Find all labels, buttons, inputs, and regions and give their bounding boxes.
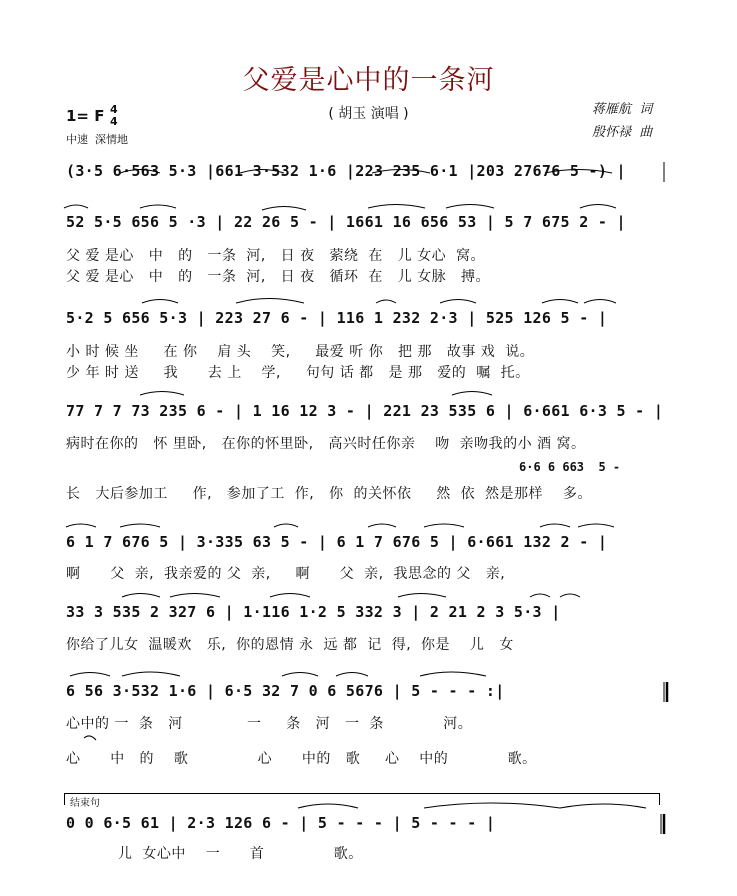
- slur: [440, 300, 476, 304]
- lyrics-line-4-verse-2: 长 大后参加工 作, 参加了工 作, 你 的关怀依 然 依 然是那样 多。: [66, 486, 592, 502]
- lyrics-line-2-verse-2: 父 爱 是心 中 的 一条 河, 日 夜 循环 在 儿 女脉 搏。: [66, 269, 491, 285]
- slur: [298, 804, 358, 808]
- slur: [140, 205, 176, 208]
- notation-line-3: 5·2 5 656 5·3 | 223 27 6 - | 116 1 232 2·3 | 525 126 5 - |: [66, 309, 608, 327]
- slur: [540, 524, 570, 527]
- slur: [122, 594, 160, 598]
- slur: [545, 170, 612, 174]
- time-signature-bottom: 4: [110, 115, 118, 128]
- slur: [584, 300, 616, 304]
- slur: [398, 594, 446, 598]
- slur: [560, 594, 580, 597]
- slur: [368, 205, 425, 209]
- notation-line-4: 77 7 7 73 235 6 - | 1 16 12 3 - | 221 23 535 6 | 6·661 6·3 5 - |: [66, 402, 664, 420]
- lyrics-line-7-verse-1: 心中的 一 条 河 一 条 河 一 条 河。: [66, 716, 473, 732]
- slur: [84, 736, 96, 740]
- lyrics-line-3-verse-2: 少 年 时 送 我 去 上 学, 句句 话 都 是 那 爱的 嘱 托。: [66, 365, 530, 381]
- key-signature: 1= F: [66, 107, 105, 125]
- slur: [368, 524, 396, 527]
- slur: [240, 170, 284, 174]
- slur: [66, 524, 96, 527]
- slur: [170, 594, 220, 598]
- lyrics-line-4-verse-1: 病时在你的 怀 里卧, 在你的怀里卧, 高兴时任你亲 吻 亲吻我的小 酒 窝。: [66, 436, 586, 452]
- tempo-marking: 中速 深情地: [66, 133, 128, 146]
- notation-line-2: 52 5·5 656 5 ·3 | 22 26 5 - | 1661 16 656 53 | 5 7 675 2 - |: [66, 213, 626, 231]
- singer-credit: ( 胡玉 演唱 ): [328, 106, 409, 122]
- slur: [262, 207, 306, 211]
- slur: [236, 299, 304, 304]
- slur: [64, 205, 88, 208]
- lyrics-line-3-verse-1: 小 时 候 坐 在 你 肩 头 笑, 最爱 听 你 把 那 故事 戏 说。: [66, 344, 535, 360]
- slur: [120, 170, 160, 174]
- slur: [142, 300, 178, 304]
- slur: [542, 300, 578, 304]
- lyrics-line-6: 你给了儿女 温暖欢 乐, 你的恩情 永 远 都 记 得, 你是 儿 女: [66, 637, 514, 653]
- slur: [424, 803, 560, 808]
- slur: [372, 170, 430, 174]
- slur: [452, 392, 492, 396]
- time-signature-top: 4: [110, 103, 118, 116]
- notation-line-7: 6 56 3·532 1·6 | 6·5 32 7 0 6 5676 | 5 - - - :|: [66, 682, 505, 700]
- lyrics-line-5: 啊 父 亲, 我亲爱的 父 亲, 啊 父 亲, 我思念的 父 亲,: [66, 566, 506, 582]
- lyricist-credit: 蒋雁航 词: [592, 102, 653, 117]
- slur: [578, 524, 614, 527]
- lyrics-line-2-verse-1: 父 爱 是心 中 的 一条 河, 日 夜 萦绕 在 儿 女心 窝。: [66, 248, 486, 264]
- ending-label: 结束句: [70, 798, 100, 809]
- slur: [560, 804, 646, 808]
- slur: [424, 524, 464, 527]
- notation-line-1: (3·5 6·563 5·3 |661 3·532 1·6 |223 235 6·1 |203 27676 5 -) |: [66, 162, 626, 180]
- notation-line-5: 6 1 7 676 5 | 3·335 63 5 - | 6 1 7 676 5 | 6·661 132 2 - |: [66, 533, 608, 551]
- slur: [282, 673, 318, 677]
- notation-line-4-variant: 6·6 6 663 5 -: [519, 460, 621, 474]
- notation-line-6: 33 3 535 2 327 6 | 1·116 1·2 5 332 3 | 2 21 2 3 5·3 |: [66, 603, 561, 621]
- slur: [446, 205, 494, 209]
- slur: [420, 672, 486, 676]
- slur: [70, 673, 110, 677]
- slur: [376, 300, 396, 303]
- slur: [120, 524, 160, 527]
- composer-credit: 殷怀禄 曲: [592, 125, 653, 140]
- lyrics-line-7-verse-2: 心 中 的 歌 心 中的 歌 心 中的 歌。: [66, 751, 537, 767]
- slur: [140, 392, 184, 396]
- slur: [122, 672, 180, 676]
- song-title: 父爱是心中的一条河: [242, 65, 495, 96]
- ending-lyrics: 儿 女心中 一 首 歌。: [118, 846, 363, 862]
- slur: [270, 594, 310, 598]
- slur: [530, 594, 550, 597]
- slur: [580, 205, 616, 209]
- ending-notation: 0 0 6·5 61 | 2·3 126 6 - | 5 - - - | 5 - - - |: [66, 814, 496, 832]
- slur: [336, 673, 368, 677]
- slur: [274, 524, 298, 527]
